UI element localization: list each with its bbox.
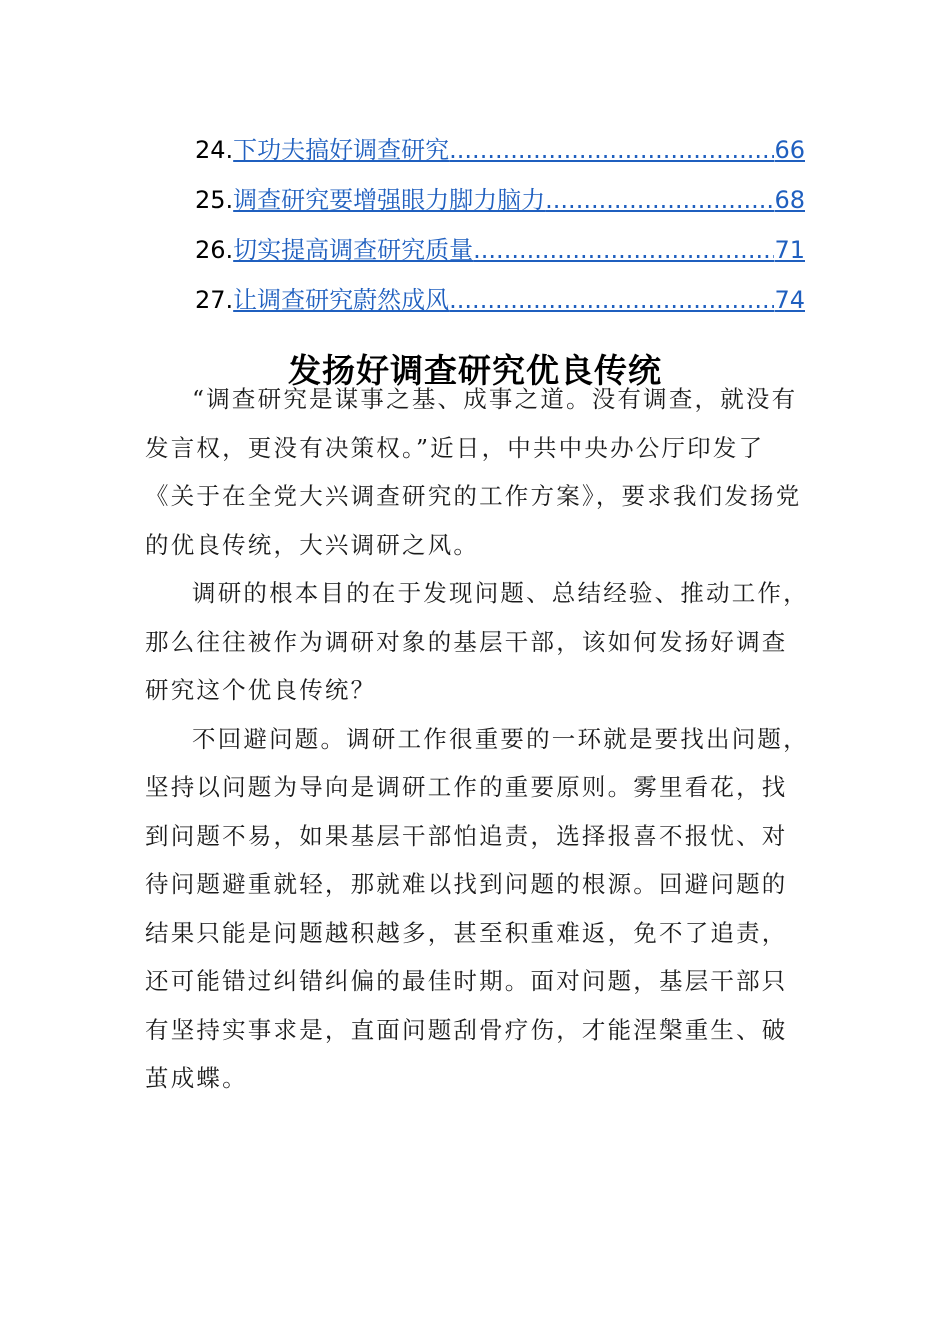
toc-entry-number: 27. (195, 286, 234, 314)
toc-entry-page: 68 (774, 186, 805, 214)
toc-leader-dots (449, 286, 774, 314)
toc-entry (195, 230, 805, 280)
toc-entry (195, 180, 805, 230)
toc-entry-link[interactable] (233, 230, 805, 265)
toc-entry-title: 下功夫搞好调查研究 (233, 136, 450, 164)
toc-entry-link[interactable] (233, 280, 805, 315)
toc-entry-number: 26. (195, 236, 234, 264)
toc-entry (195, 280, 805, 330)
toc-leader-dots (545, 186, 774, 214)
toc-entry-title: 调查研究要增强眼力脚力脑力 (233, 186, 546, 214)
toc-entry-link[interactable] (233, 180, 805, 215)
toc-entry-link[interactable] (233, 130, 805, 165)
toc-leader-dots (449, 136, 774, 164)
article-paragraph: 不回避问题。调研工作很重要的一环就是要找出问题，坚持以问题为导向是调研工作的重要原则。雾里看花，找到问题不易，如果基层干部怕追责，选择报喜不报忧、对待问题避重就轻，那就难以找到问题的根源。回避问题的结果只能是问题越积越多，甚至积重难返，免不了追责，还可能错过纠错纠偏的最佳时期。面对问题，基层干部只有坚持实事求是，直面问题刮骨疗伤，才能涅槃重生、破茧成蝶。 (145, 724, 809, 1092)
article-body (145, 375, 810, 1103)
toc-entry (195, 130, 805, 180)
article-paragraph: “调查研究是谋事之基、成事之道。没有调查，就没有发言权，更没有决策权。”近日，中共中央办公厅印发了《关于在全党大兴调查研究的工作方案》，要求我们发扬党的优良传统，大兴调研之风。 (145, 385, 802, 559)
toc-entry-title: 让调查研究蔚然成风 (233, 286, 450, 314)
article-paragraph: 调研的根本目的在于发现问题、总结经验、推动工作，那么往往被作为调研对象的基层干部，该如何发扬好调查研究这个优良传统？ (145, 579, 809, 704)
toc-entry-page: 71 (774, 236, 805, 264)
toc-entry-page: 66 (774, 136, 805, 164)
toc-entry-page: 74 (774, 286, 805, 314)
toc-entry-title: 切实提高调查研究质量 (233, 236, 474, 264)
table-of-contents (195, 130, 805, 330)
toc-entry-number: 25. (195, 186, 234, 214)
toc-entry-number: 24. (195, 136, 234, 164)
article-title: 发扬好调查研究优良传统 (288, 351, 662, 391)
toc-leader-dots (473, 236, 774, 264)
